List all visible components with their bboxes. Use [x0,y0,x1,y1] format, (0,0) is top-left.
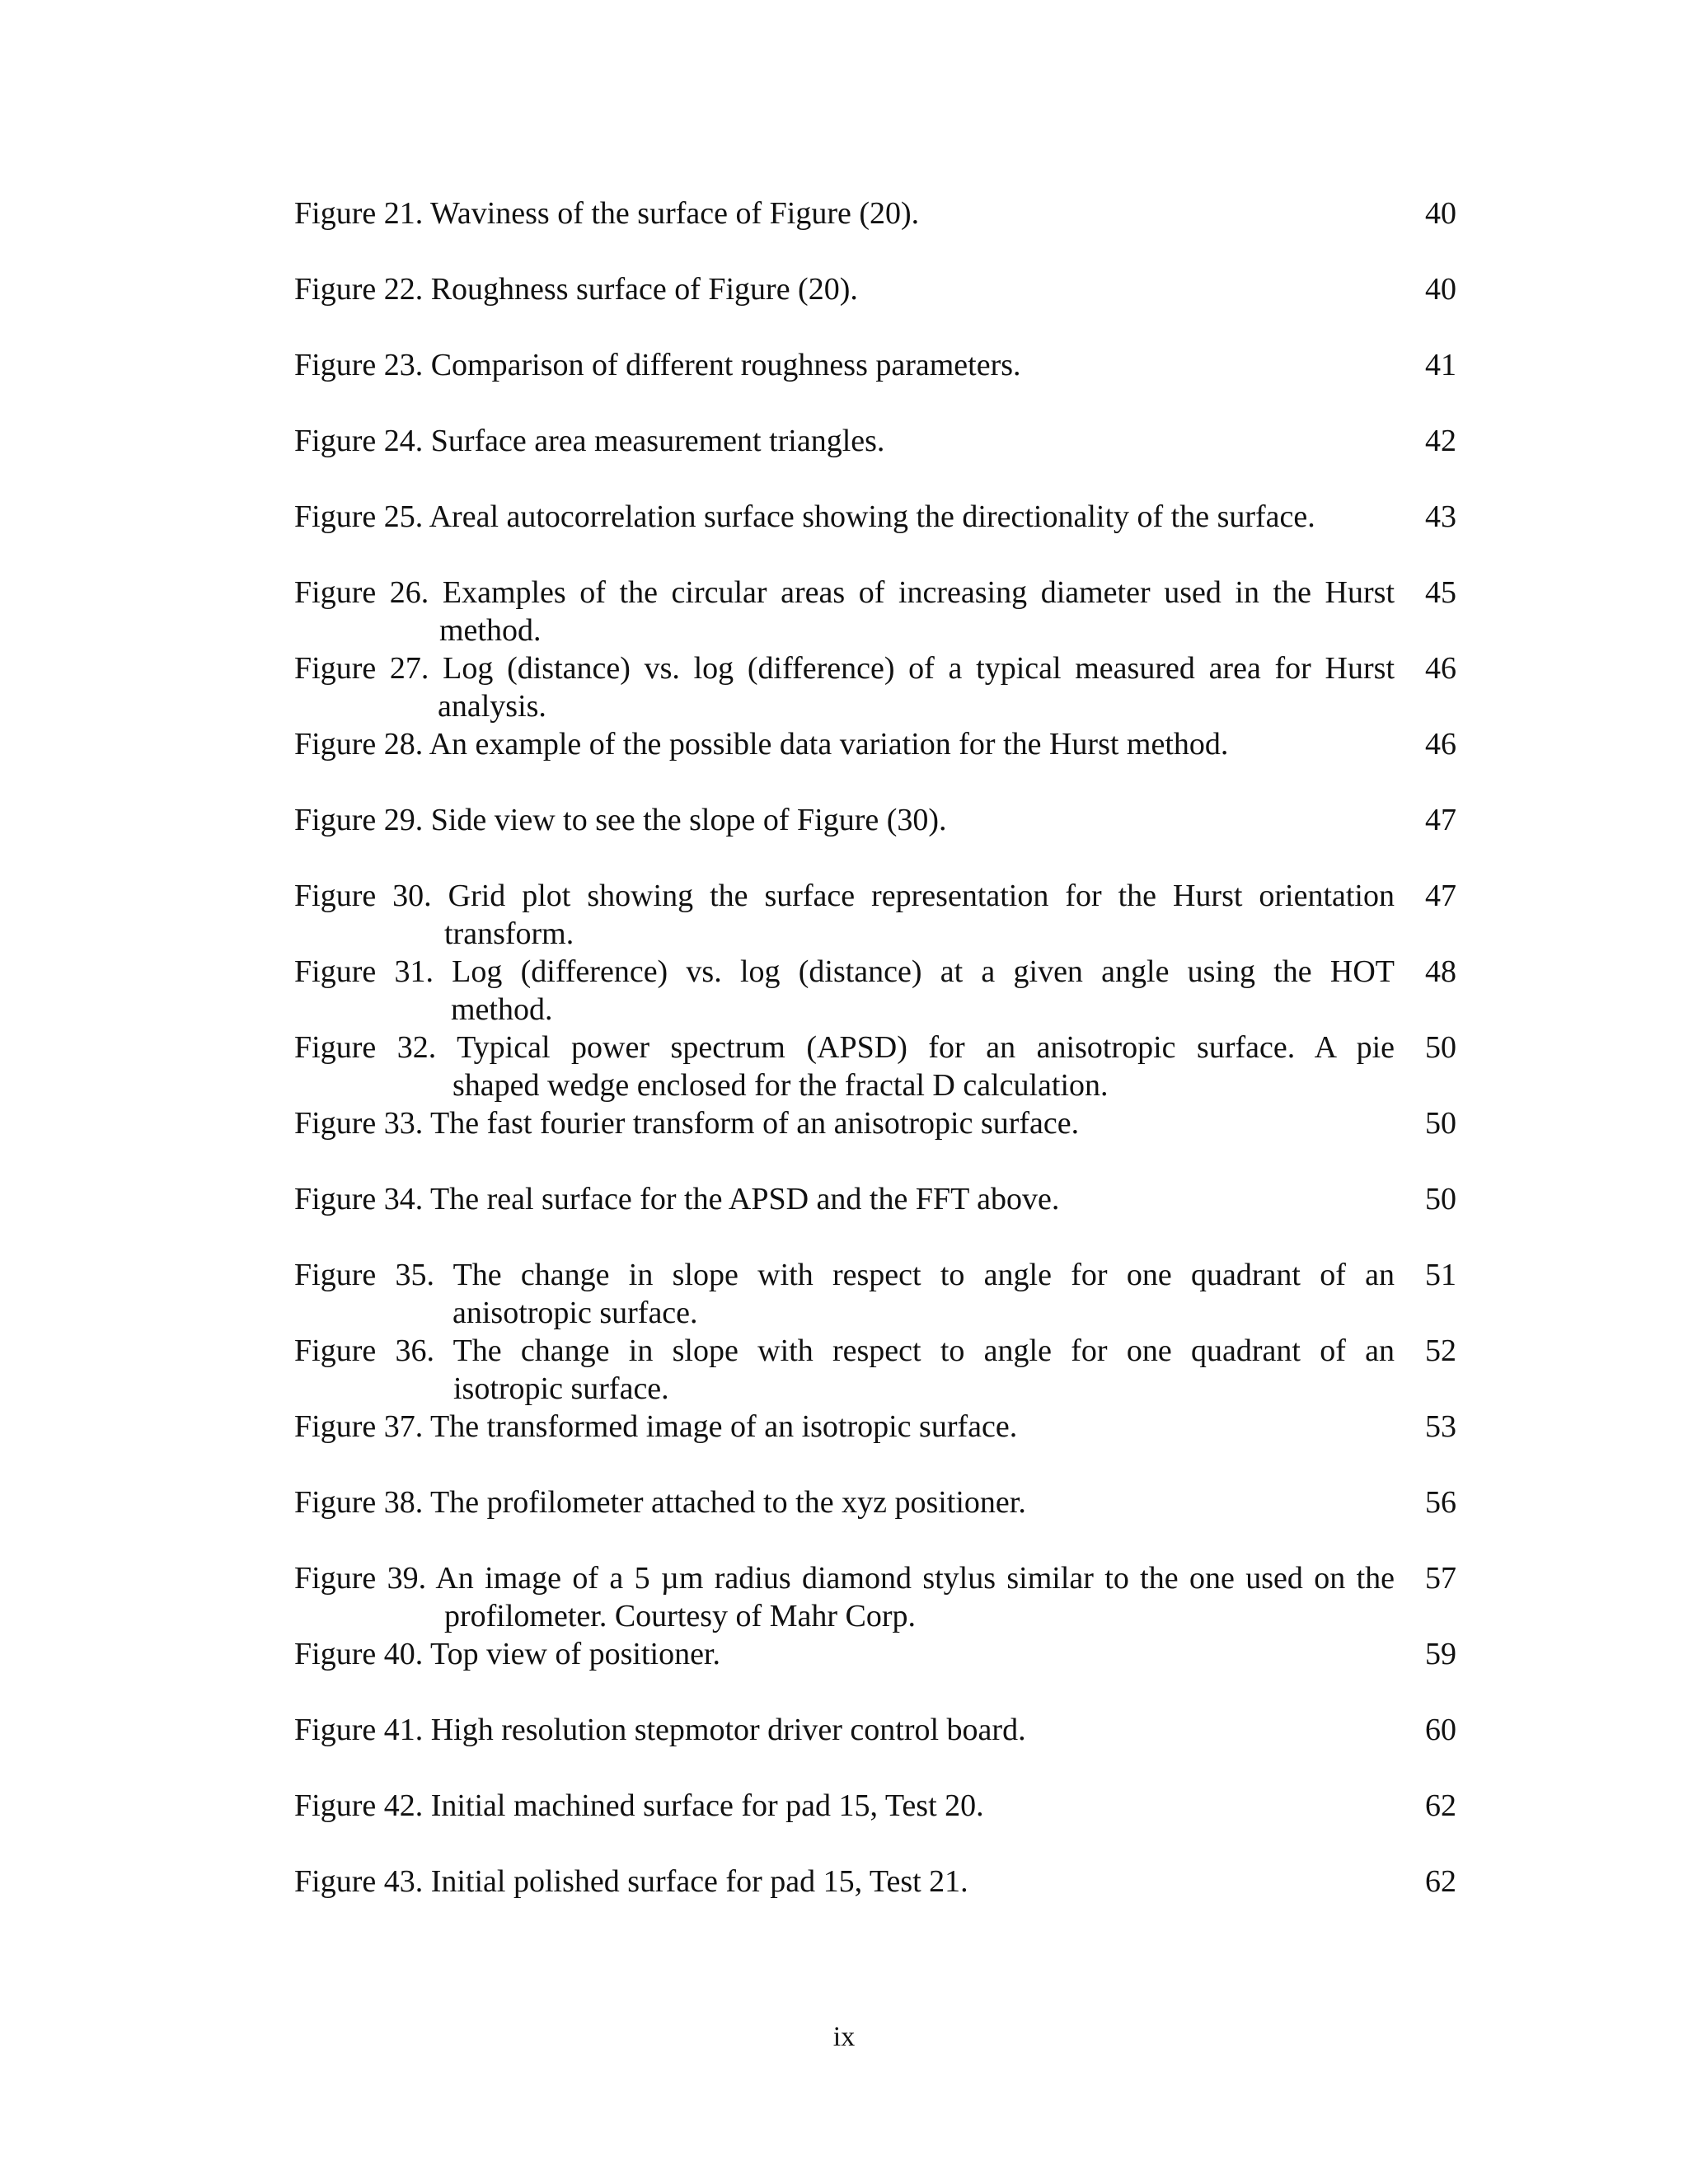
toc-entry-title [294,498,1395,536]
toc-entry-line: Figure 31. Log (difference) vs. log (distance) at a given angle using the HOT [294,954,1395,989]
toc-entry-title [294,194,1395,232]
toc-entry-line: isotropic surface. [453,1371,669,1406]
toc-entry-line: analysis. [438,689,546,724]
toc-entry-title [294,1408,1395,1446]
toc-entry-title [294,1483,1395,1521]
toc-entry-line: Figure 35. The change in slope with respect to angle for one quadrant of an [294,1258,1395,1292]
toc-entry-line: Figure 37. The transformed image of an isotropic surface. [294,1409,1018,1444]
toc-entry-line: Figure 41. High resolution stepmotor driver control board. [294,1713,1026,1747]
toc-entry-page-number: 46 [1425,651,1456,686]
toc-entry-line: method. [439,613,542,648]
toc-entry-page-number: 40 [1425,272,1456,307]
toc-entry-line: method. [451,992,553,1027]
toc-entry-page-number: 45 [1425,575,1456,610]
toc-entry-line: Figure 43. Initial polished surface for pad 15, Test 21. [294,1864,968,1899]
toc-entry-line: Figure 32. Typical power spectrum (APSD) for an anisotropic surface. A pie [294,1030,1395,1065]
toc-entry-page-number: 59 [1425,1637,1456,1671]
toc-entry-line: profilometer. Courtesy of Mahr Corp. [444,1599,917,1633]
toc-entry-line: Figure 21. Waviness of the surface of Figure (20). [294,196,920,231]
toc-entry-page-number: 47 [1425,803,1456,837]
toc-entry-line: Figure 30. Grid plot showing the surface representation for the Hurst orientation [294,879,1395,913]
toc-entry-page-number: 50 [1425,1106,1456,1141]
toc-entry-title [294,1104,1395,1142]
toc-entry-line: Figure 24. Surface area measurement triangles. [294,424,885,458]
toc-entry-title [294,877,1395,953]
toc-entry-title [294,1029,1395,1104]
toc-entry-page-number: 62 [1425,1788,1456,1823]
toc-entry-title [294,801,1395,839]
toc-entry-page-number: 41 [1425,348,1456,382]
toc-entry-line: Figure 38. The profilometer attached to the xyz positioner. [294,1485,1026,1520]
toc-entry-line: shaped wedge enclosed for the fractal D calculation. [452,1068,1109,1103]
toc-entry-title [294,1256,1395,1332]
toc-entry-line: Figure 36. The change in slope with respect to angle for one quadrant of an [294,1333,1395,1368]
toc-entry-page-number: 57 [1425,1561,1456,1596]
toc-entry-page-number: 51 [1425,1258,1456,1292]
toc-entry-line: Figure 39. An image of a 5 µm radius diamond stylus similar to the one used on the [294,1561,1395,1596]
page-number: ix [832,2022,856,2052]
toc-entry-line: Figure 22. Roughness surface of Figure (20). [294,272,858,307]
toc-entry-title [294,1559,1395,1635]
toc-entry-line: Figure 42. Initial machined surface for pad 15, Test 20. [294,1788,984,1823]
toc-entry-title [294,953,1395,1029]
toc-entry-page-number: 40 [1425,196,1456,231]
toc-entry-page-number: 48 [1425,954,1456,989]
toc-entry-page-number: 46 [1425,727,1456,762]
toc-entry-title [294,1332,1395,1408]
toc-entry-line: Figure 34. The real surface for the APSD and the FFT above. [294,1182,1060,1216]
toc-entry-page-number: 43 [1425,499,1456,534]
toc-entry-title [294,1787,1395,1825]
toc-entry-line: Figure 27. Log (distance) vs. log (difference) of a typical measured area for Hurst [294,651,1395,686]
toc-entry-page-number: 50 [1425,1030,1456,1065]
toc-entry-title [294,649,1395,725]
toc-entry-title [294,1711,1395,1749]
toc-entry-title [294,422,1395,460]
toc-entry-line: Figure 23. Comparison of different roughness parameters. [294,348,1021,382]
toc-entry-line: Figure 33. The fast fourier transform of an anisotropic surface. [294,1106,1080,1141]
toc-entry-page-number: 62 [1425,1864,1456,1899]
toc-entry-page-number: 60 [1425,1713,1456,1747]
toc-entry-line: Figure 29. Side view to see the slope of Figure (30). [294,803,947,837]
toc-entry-page-number: 53 [1425,1409,1456,1444]
toc-entry-line: anisotropic surface. [452,1296,698,1330]
toc-entry-title [294,725,1395,763]
toc-entry-title [294,1635,1395,1673]
toc-entry-title [294,270,1395,308]
toc-entry-title [294,574,1395,649]
toc-entry-line: transform. [444,916,574,951]
toc-entry-line: Figure 28. An example of the possible data variation for the Hurst method. [294,727,1229,762]
toc-entry-title [294,346,1395,384]
toc-entry-title [294,1863,1395,1900]
toc-entry-page-number: 42 [1425,424,1456,458]
toc-entry-title [294,1180,1395,1218]
toc-entry-page-number: 47 [1425,879,1456,913]
toc-entry-page-number: 56 [1425,1485,1456,1520]
toc-entry-line: Figure 25. Areal autocorrelation surface showing the directionality of the surface. [294,499,1315,534]
toc-entry-page-number: 52 [1425,1333,1456,1368]
toc-entry-line: Figure 40. Top view of positioner. [294,1637,720,1671]
toc-entry-page-number: 50 [1425,1182,1456,1216]
toc-entry-line: Figure 26. Examples of the circular areas of increasing diameter used in the Hurst [294,575,1395,610]
